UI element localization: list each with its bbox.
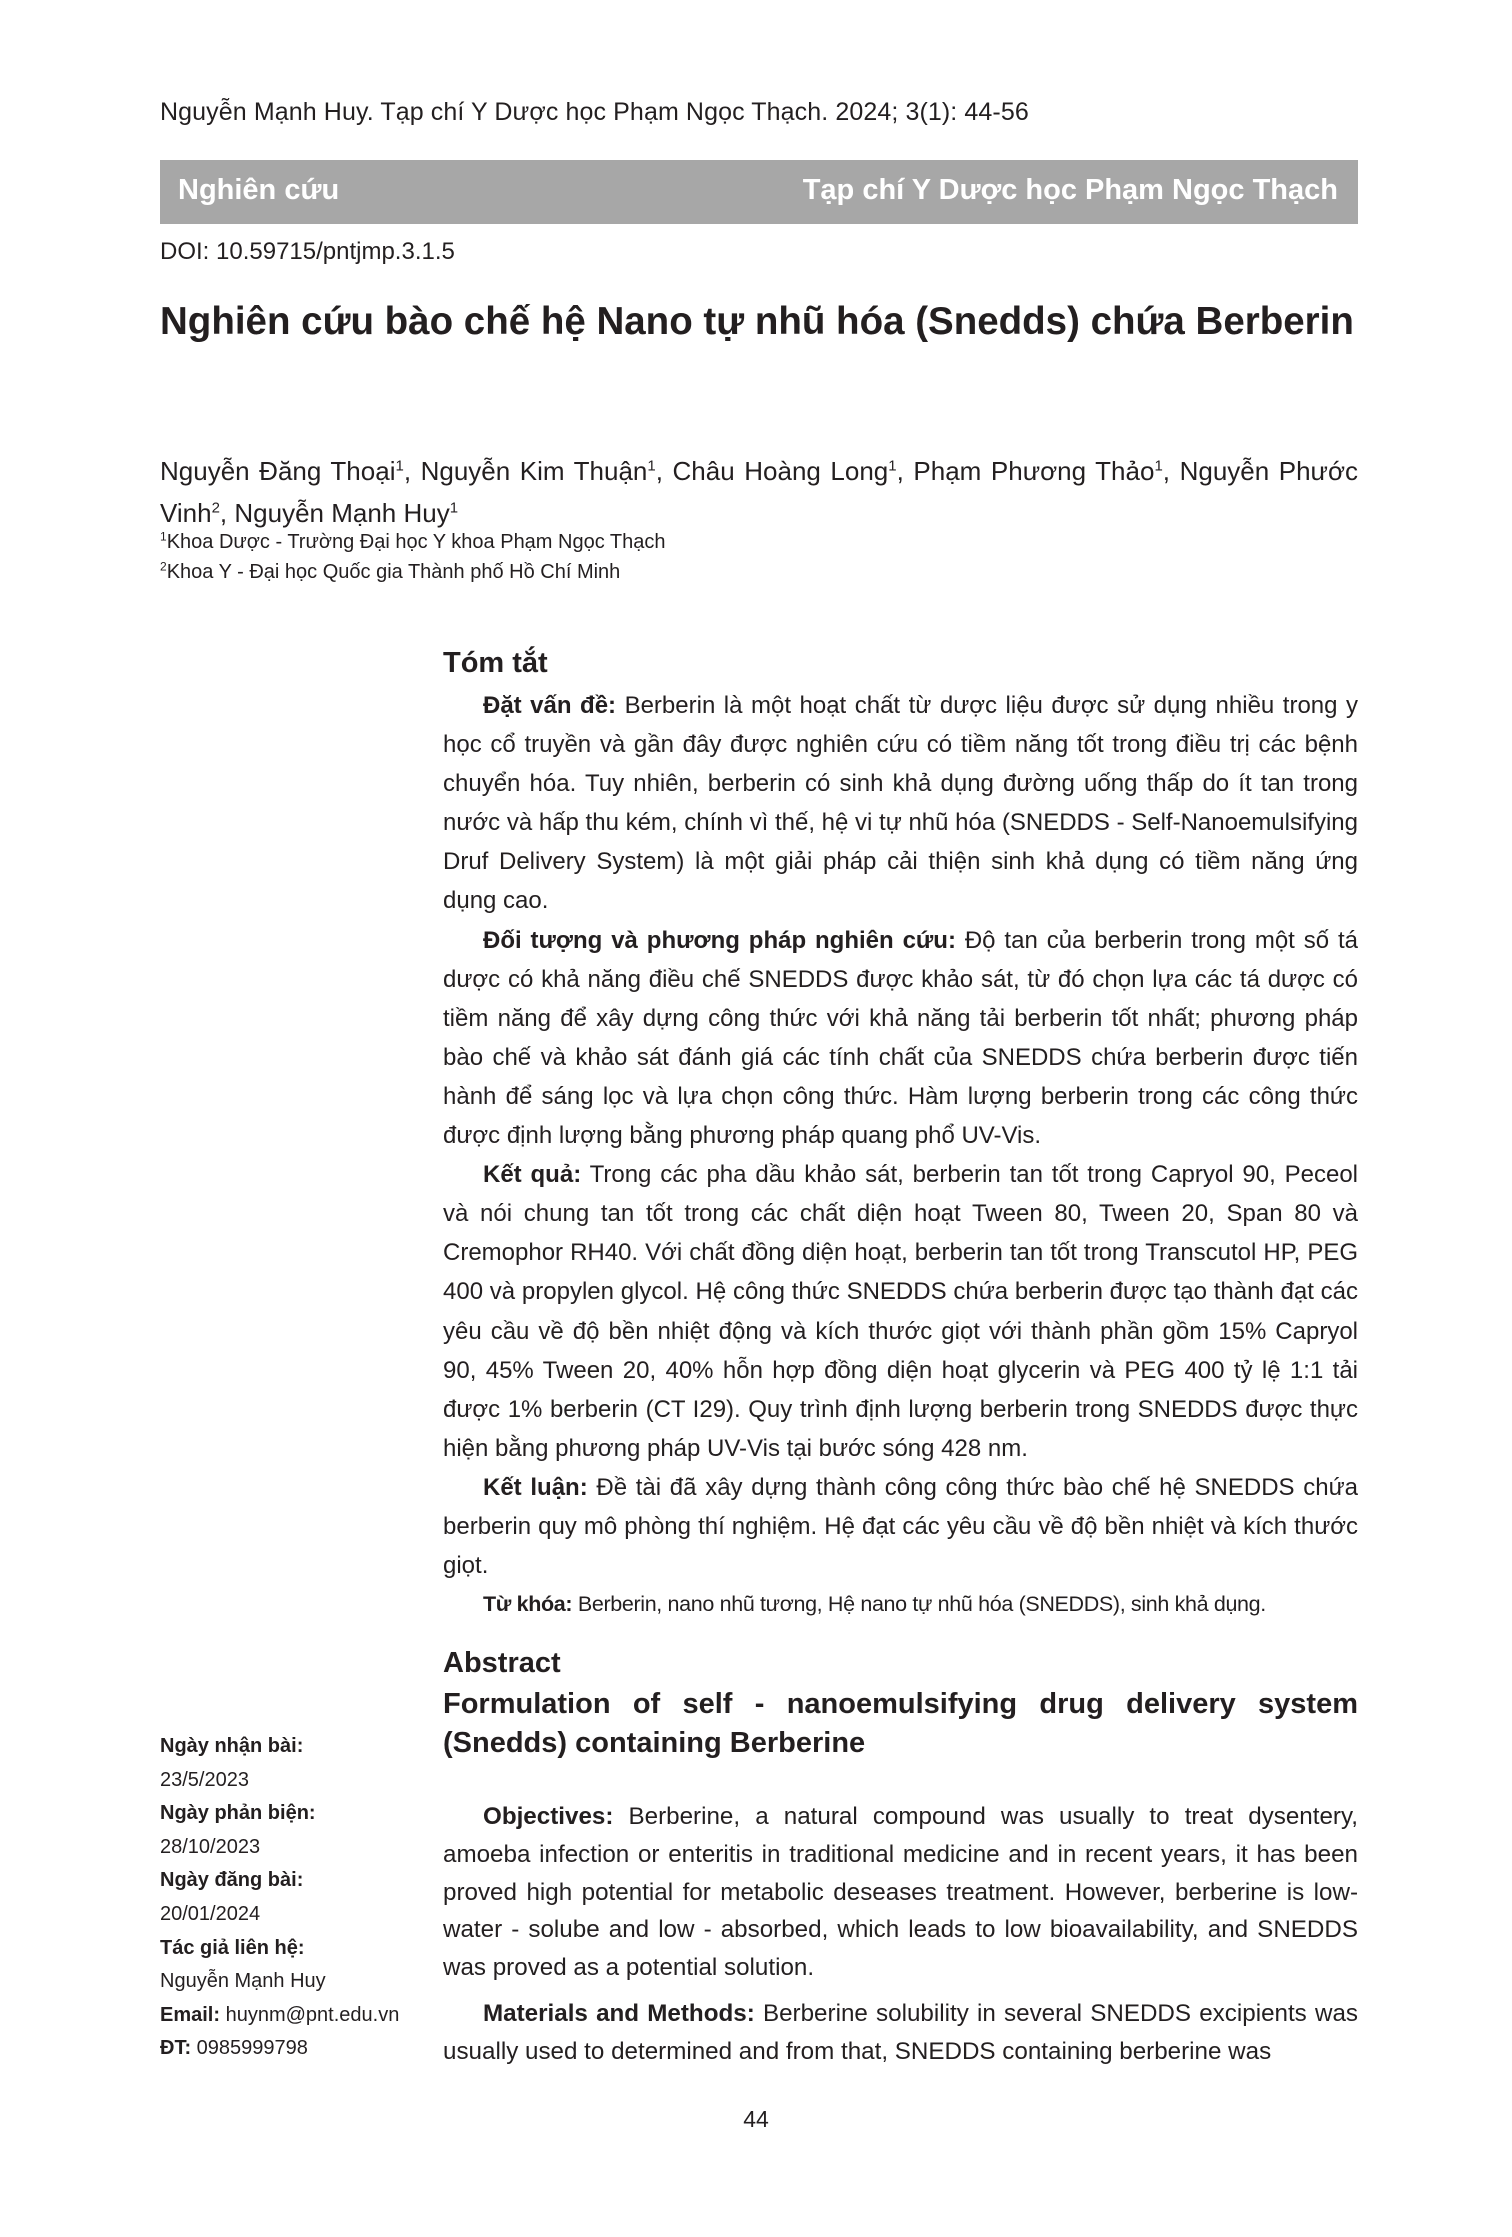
author-list: Nguyễn Đăng Thoại$^1$, Nguyễn Kim Thuận$^1$, Châu Hoàng Long$^1$, Phạm Phương Thảo$^1$, Nguyễn Phước Vinh$^2$, Nguyễn Mạnh Huy$^1$ [160,456,1359,528]
keywords-text: Berberin, nano nhũ tương, Hệ nano tự nhũ hóa (SNEDDS), sinh khả dụng. [572,1592,1266,1617]
paragraph-text: Đề tài đã xây dựng thành công công thức bào chế hệ SNEDDS chứa berberin quy mô phòng thí nghiệm. Hệ đạt các yêu cầu về độ bền nhiệt và kích thước giọt. [443,1473,1358,1580]
author-name: Phạm Phương Thảo [913,456,1155,486]
contact-label: Tác giả liên hệ: [160,1936,305,1959]
paragraph-label: Objectives: [483,1803,614,1830]
author-affil-ref: 1 [1154,457,1163,475]
paragraph-label: Kết quả: [483,1161,582,1189]
paragraph-text: Berberin là một hoạt chất từ dược liệu được sử dụng nhiều trong y học cổ truyền và gần đây được nghiên cứu có tiềm năng tốt trong điều trị các bệnh chuyển hóa. Tuy nhiên, berberin có sinh khả dụng đường uống thấp do ít tan trong nước và hấp thu kém, chính vì thế, hệ vi tự nhũ hóa (SNEDDS - Self-Nanoemulsifying Druf Delivery System) là một giải pháp cải thiện sinh khả dụng có tiềm năng ứng dụng cao. [443,692,1358,915]
abstract-heading: Abstract [443,1647,561,1679]
published-date: 20/01/2024 [160,1902,261,1925]
article-info-sidebar [160,1730,399,2066]
summary-paragraph [443,1155,1358,1468]
vietnamese-summary [443,686,1358,1624]
received-label: Ngày nhận bài: [160,1735,304,1757]
author-affil-ref: 1 [395,457,404,475]
abstract-paragraph [443,1798,1358,1987]
author-name: Châu Hoàng Long [672,456,889,486]
keywords-label: Từ khóa: [483,1592,573,1617]
received-date: 23/5/2023 [160,1768,249,1791]
journal-header-bar [160,160,1358,224]
paragraph-label: Kết luận: [483,1473,588,1501]
author-name: Nguyễn Đăng Thoại [160,456,396,486]
email-label: Email: [160,2003,221,2026]
review-date: 28/10/2023 [160,1835,261,1858]
page-number: 44 [743,2106,769,2132]
summary-heading: Tóm tắt [443,647,548,679]
author-affil-ref: 1 [888,457,897,475]
paragraph-label: Đối tượng và phương pháp nghiên cứu: [483,926,956,954]
affiliation-text: Khoa Dược - Trường Đại học Y khoa Phạm Ngọc Thạch [166,531,666,553]
author-affil-ref: 2 [211,499,220,517]
paragraph-text: Độ tan của berberin trong một số tá dược có khả năng điều chế SNEDDS được khảo sát, từ đó chọn lựa các tá dược có tiềm năng để xây dựng công thức với khả năng tải berberin tốt nhất; phương pháp bào chế và khảo sát đánh giá các tính chất của SNEDDS chứa berberin được tiến hành để sáng lọc và lựa chọn công thức. Hàm lượng berberin trong các công thức được định lượng bằng phương pháp quang phổ UV-Vis. [443,926,1359,1150]
review-label: Ngày phản biện: [160,1802,316,1825]
doi: DOI: 10.59715/pntjmp.3.1.5 [160,238,455,265]
article-title: Nghiên cứu bào chế hệ Nano tự nhũ hóa (Snedds) chứa Berberin [160,300,1354,343]
affiliation-number: 2 [160,559,167,574]
email-line [160,1999,399,2033]
affiliation [160,561,620,584]
keywords [443,1585,1358,1624]
contact-name: Nguyễn Mạnh Huy [160,1970,326,1993]
phone-value: 0985999798 [196,2037,308,2060]
affiliation-number: 1 [160,529,167,544]
author-name: Nguyễn Kim Thuận [420,456,648,486]
author-name: Nguyễn Phước Vinh [160,456,1359,528]
abstract-paragraph [443,1995,1358,2071]
paragraph-label: Materials and Methods: [483,1999,755,2027]
paragraph-text: Berberine, a natural compound was usually to treat dysentery, amoeba infection or enteritis in traditional medicine and in recent years, it has been proved high potential for metabolic deseases treatment. However, berberine is low-water - solube and low - absorbed, which leads to low bioavailability, and SNEDDS was proved as a potential solution. [443,1803,1358,1982]
english-abstract [443,1798,1358,2071]
author-affil-ref: 1 [449,499,459,517]
summary-paragraph [443,686,1358,921]
phone-line [160,2032,399,2066]
published-label: Ngày đăng bài: [160,1869,304,1892]
paragraph-text: Trong các pha dầu khảo sát, berberin tan tốt trong Capryol 90, Peceol và nói chung tan tốt trong các chất diện hoạt Tween 80, Tween 20, Span 80 và Cremophor RH40. Với chất đồng diện hoạt, berberin tan tốt trong Transcutol HP, PEG 400 và propylen glycol. Hệ công thức SNEDDS chứa berberin được tạo thành đạt các yêu cầu về độ bền nhiệt động và kích thước giọt với thành phần gồm 15% Capryol 90, 45% Tween 20, 40% hỗn hợp đồng diện hoạt glycerin và PEG 400 tỷ lệ 1:1 tải được 1% berberin (CT I29). Quy trình định lượng berberin trong SNEDDS được thực hiện bằng phương pháp UV-Vis tại bước sóng 428 nm. [443,1161,1359,1462]
abstract-title: Formulation of self - nanoemulsifying drug delivery system (Snedds) containing Berberine [443,1688,1358,1759]
paragraph-label: Đặt vấn đề: [483,692,617,719]
author-name: Nguyễn Mạnh Huy [234,498,450,528]
email-value[interactable]: huynm@pnt.edu.vn [225,2003,400,2026]
affiliation [160,531,666,554]
affiliation-text: Khoa Y - Đại học Quốc gia Thành phố Hồ Chí Minh [166,561,621,583]
journal-name: Tạp chí Y Dược học Phạm Ngọc Thạch [802,174,1338,206]
summary-paragraph [443,921,1358,1156]
summary-paragraph [443,1468,1358,1585]
phone-label: ĐT: [160,2037,192,2060]
section-label: Nghiên cứu [178,174,340,206]
paragraph-text: Berberine solubility in several SNEDDS excipients was usually used to determined and from that, SNEDDS containing berberine was [443,1999,1358,2065]
citation-line: Nguyễn Mạnh Huy. Tạp chí Y Dược học Phạm Ngọc Thạch. 2024; 3(1): 44-56 [160,98,1029,126]
author-affil-ref: 1 [647,457,656,475]
